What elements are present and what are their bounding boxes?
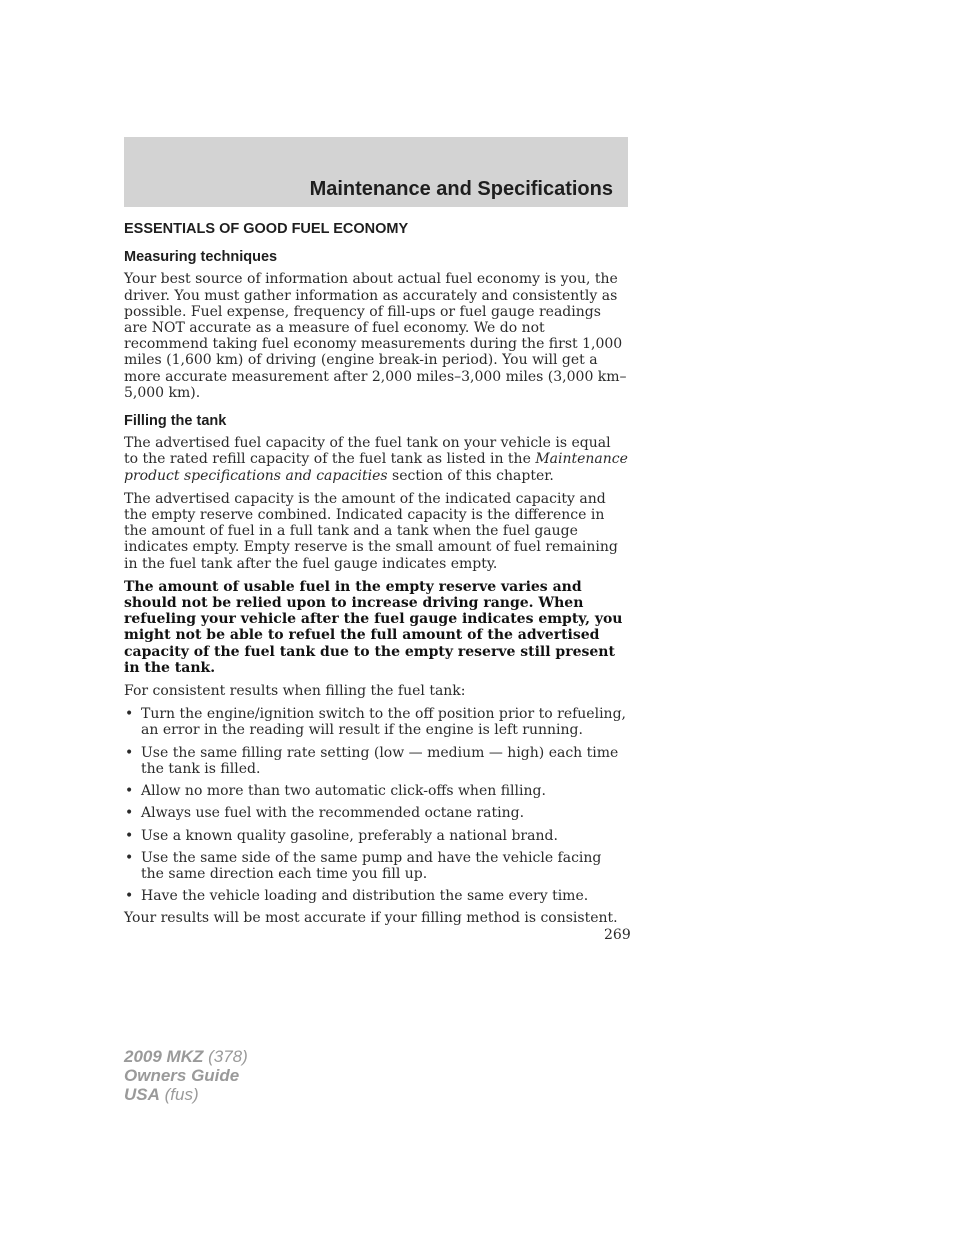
list-item xyxy=(124,805,628,821)
footer-guide: Owners Guide xyxy=(124,1066,240,1085)
footer-model-code: (378) xyxy=(203,1047,248,1066)
footer-region-code: (fus) xyxy=(159,1085,199,1104)
filling-intro: For consistent results when filling the fuel tank: xyxy=(124,683,466,700)
bullet-icon: • xyxy=(125,805,134,822)
footer-model-line xyxy=(124,1047,248,1066)
closing-paragraph: Your results will be most accurate if your filling method is consistent. xyxy=(124,910,618,927)
filling-tips-list xyxy=(124,706,628,904)
warning-paragraph: The amount of usable fuel in the empty reserve varies and should not be relied upon to increase driving range. When refueling your vehicle after the fuel gauge indicates empty, you might not be able to refuel the full amount of the advertised capacity of the fuel tank due to the empty reserve still present in the tank. xyxy=(124,578,623,676)
section-title: ESSENTIALS OF GOOD FUEL ECONOMY xyxy=(124,221,409,237)
chapter-header-band xyxy=(124,137,628,207)
list-item xyxy=(124,850,628,882)
bullet-icon: • xyxy=(125,849,134,866)
list-item-text: Turn the engine/ignition switch to the off position prior to refueling, an error in the reading will result if the engine is left running. xyxy=(141,706,626,739)
capacity-paragraph xyxy=(124,435,628,484)
list-item-text: Have the vehicle loading and distribution the same every time. xyxy=(141,888,589,905)
page-number: 269 xyxy=(604,927,631,943)
list-item xyxy=(124,888,628,904)
footer-model: 2009 MKZ xyxy=(124,1047,204,1066)
list-item xyxy=(124,745,628,777)
footer-guide-line xyxy=(124,1066,248,1085)
page-content xyxy=(124,221,628,934)
capacity-section-reference: Maintenance product specifications and capacities xyxy=(124,451,628,484)
list-item-text: Allow no more than two automatic click-offs when filling. xyxy=(141,783,546,800)
capacity-text-end: section of this chapter. xyxy=(387,467,554,484)
footer-region: USA xyxy=(124,1085,160,1104)
footer-region-line xyxy=(124,1085,248,1104)
list-item-text: Use the same side of the same pump and have the vehicle facing the same direction each time you fill up. xyxy=(141,849,602,882)
bullet-icon: • xyxy=(125,827,134,844)
list-item-text: Always use fuel with the recommended octane rating. xyxy=(141,805,525,822)
subheading-filling-the-tank: Filling the tank xyxy=(124,413,227,430)
subheading-measuring-techniques: Measuring techniques xyxy=(124,249,278,266)
document-footer xyxy=(124,1047,248,1104)
list-item-text: Use the same filling rate setting (low — medium — high) each time the tank is filled. xyxy=(141,744,619,777)
reserve-paragraph: The advertised capacity is the amount of the indicated capacity and the empty reserve combined. Indicated capacity is the difference in the amount of fuel in a full tank and a tank when the fuel gauge indicates empty. Empty reserve is the small amount of fuel remaining in the fuel tank after the fuel gauge indicates empty. xyxy=(124,490,618,572)
bullet-icon: • xyxy=(125,744,134,761)
chapter-title: Maintenance and Specifications xyxy=(309,178,613,200)
list-item xyxy=(124,706,628,738)
list-item xyxy=(124,783,628,799)
list-item xyxy=(124,828,628,844)
list-item-text: Use a known quality gasoline, preferably a national brand. xyxy=(141,827,558,844)
capacity-text-start: The advertised fuel capacity of the fuel tank on your vehicle is equal to the rated refill capacity of the fuel tank as listed in the xyxy=(124,435,611,468)
bullet-icon: • xyxy=(125,706,134,723)
bullet-icon: • xyxy=(125,783,134,800)
bullet-icon: • xyxy=(125,888,134,905)
measuring-paragraph: Your best source of information about actual fuel economy is you, the driver. You must gather information as accurately and consistently as possible. Fuel expense, frequency of fill-ups or fuel gauge readings are NOT accurate as a measure of fuel economy. We do not recommend taking fuel economy measurements during the first 1,000 miles (1,600 km) of driving (engine break-in period). You will get a more accurate measurement after 2,000 miles–3,000 miles (3,000 km–5,000 km). xyxy=(124,271,627,401)
